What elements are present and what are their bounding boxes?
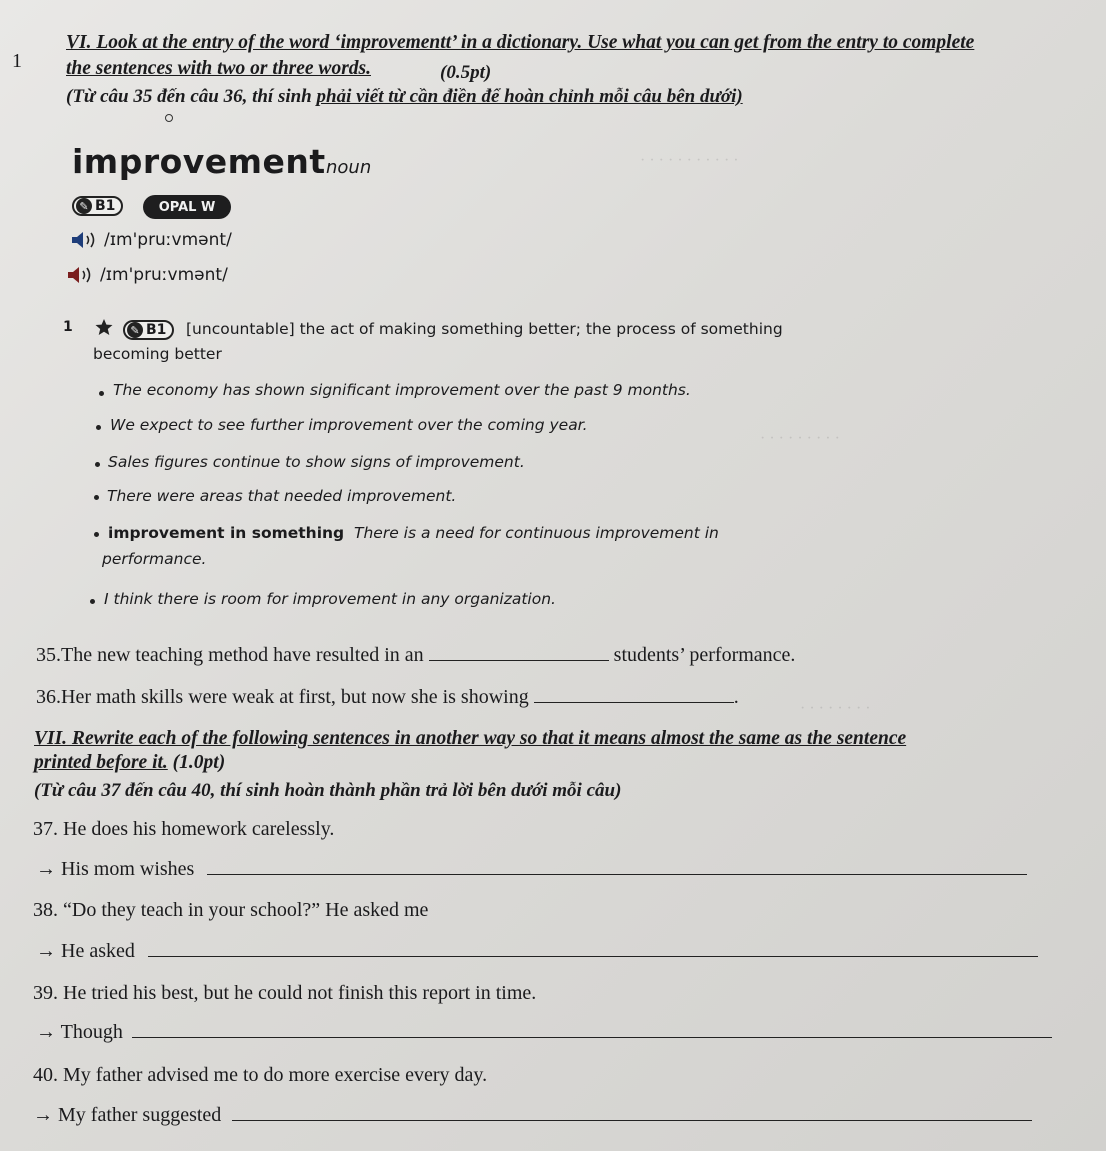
rewrite-37-blank[interactable] [207, 874, 1027, 875]
oxford-key-icon: ✎ [76, 198, 92, 214]
speaker-uk-icon[interactable] [70, 230, 100, 250]
arrow-icon: → [33, 1104, 53, 1126]
section-7-instruction: (Từ câu 37 đến câu 40, thí sinh hoàn thành phần trả lời bên dưới mỗi câu) [34, 780, 622, 801]
star-icon [94, 318, 114, 336]
sense-level-label: B1 [146, 322, 167, 338]
section-6-instruction [66, 86, 743, 108]
arrow-icon: → [36, 1021, 56, 1043]
rewrite-40-answer-row [33, 1104, 1032, 1127]
rewrite-37-sentence: 37. He does his homework carelessly. [33, 818, 335, 840]
question-35-suffix: students’ performance. [613, 644, 796, 666]
opal-badge: OPAL W [143, 195, 231, 219]
bullet [90, 599, 95, 604]
definition-line1: [uncountable] the act of making something better; the process of something [186, 320, 783, 338]
small-circle-mark [165, 114, 173, 122]
collocation-line [108, 524, 719, 542]
example-4: There were areas that needed improvement. [107, 487, 457, 505]
instruction-suffix: bên dưới) [662, 86, 743, 107]
bullet [94, 495, 99, 500]
rewrite-40-sentence: 40. My father advised me to do more exercise every day. [33, 1064, 488, 1086]
rewrite-37-answer-row [36, 858, 1027, 881]
definition-line2: becoming better [93, 345, 222, 363]
rewrite-38-answer-row [36, 940, 1038, 963]
answer-blank-35[interactable] [429, 660, 609, 661]
sense-level-badge [123, 320, 174, 340]
pronunciation-uk: /ɪm'pruːvmənt/ [104, 230, 232, 250]
oxford-key-icon-small: ✎ [127, 322, 143, 338]
margin-mark: 1 [12, 50, 22, 72]
example-3: Sales figures continue to show signs of improvement. [108, 453, 525, 471]
section-7-heading-line1: VII. Rewrite each of the following sentences in another way so that it means almost the same as the sentence [34, 728, 907, 749]
question-36 [36, 686, 739, 709]
collocation-example-continued: performance. [102, 550, 207, 568]
section-7-heading-line2-text: printed before it. [34, 752, 168, 773]
instruction-prefix: (Từ câu 35 đến câu 36, thí sinh [66, 86, 317, 107]
example-2: We expect to see further improvement over the coming year. [110, 416, 588, 434]
speaker-us-icon[interactable] [66, 265, 96, 285]
bullet [99, 391, 104, 396]
collocation-example: There is a need for continuous improvement in [354, 524, 719, 542]
rewrite-37-starter: His mom wishes [61, 858, 195, 880]
section-6-points: (0.5pt) [440, 62, 492, 83]
question-35 [36, 644, 795, 667]
section-6-heading-line2: the sentences with two or three words. [66, 58, 371, 79]
level-badge-label: B1 [95, 198, 116, 214]
question-35-prompt: 35.The new teaching method have resulted in an [36, 644, 424, 666]
rewrite-40-starter: My father suggested [58, 1104, 222, 1126]
collocation-pattern: improvement in something [108, 524, 345, 542]
level-badge-b1 [72, 196, 123, 216]
pronunciation-us: /ɪm'pruːvmənt/ [100, 265, 228, 285]
bullet [94, 532, 99, 537]
rewrite-39-sentence: 39. He tried his best, but he could not finish this report in time. [33, 982, 537, 1004]
rewrite-38-starter: He asked [61, 940, 135, 962]
sense-number: 1 [63, 319, 73, 335]
section-7-points: (1.0pt) [172, 752, 226, 773]
instruction-underlined: phải viết từ cần điền để hoàn chỉnh mỗi câu [316, 86, 662, 107]
section-7-heading-line2 [34, 752, 225, 774]
rewrite-38-blank[interactable] [148, 956, 1038, 957]
example-1: The economy has shown significant improvement over the past 9 months. [113, 381, 691, 399]
arrow-icon: → [36, 858, 56, 880]
example-last: I think there is room for improvement in any organization. [104, 590, 556, 608]
bullet [96, 425, 101, 430]
rewrite-38-sentence: 38. “Do they teach in your school?” He asked me [33, 899, 429, 921]
rewrite-39-starter: Though [60, 1021, 123, 1043]
bullet [95, 462, 100, 467]
headword: improvement [72, 142, 326, 181]
question-36-prompt: 36.Her math skills were weak at first, but now she is showing [36, 686, 529, 708]
answer-blank-36[interactable] [534, 702, 734, 703]
part-of-speech: noun [326, 157, 372, 178]
rewrite-39-answer-row [36, 1021, 1052, 1044]
section-6-heading-line1: VI. Look at the entry of the word ‘improvementt’ in a dictionary. Use what you can get from the entry to complete [66, 32, 975, 53]
rewrite-39-blank[interactable] [132, 1037, 1052, 1038]
arrow-icon: → [36, 940, 56, 962]
rewrite-40-blank[interactable] [232, 1120, 1032, 1121]
question-36-suffix: . [733, 686, 739, 708]
